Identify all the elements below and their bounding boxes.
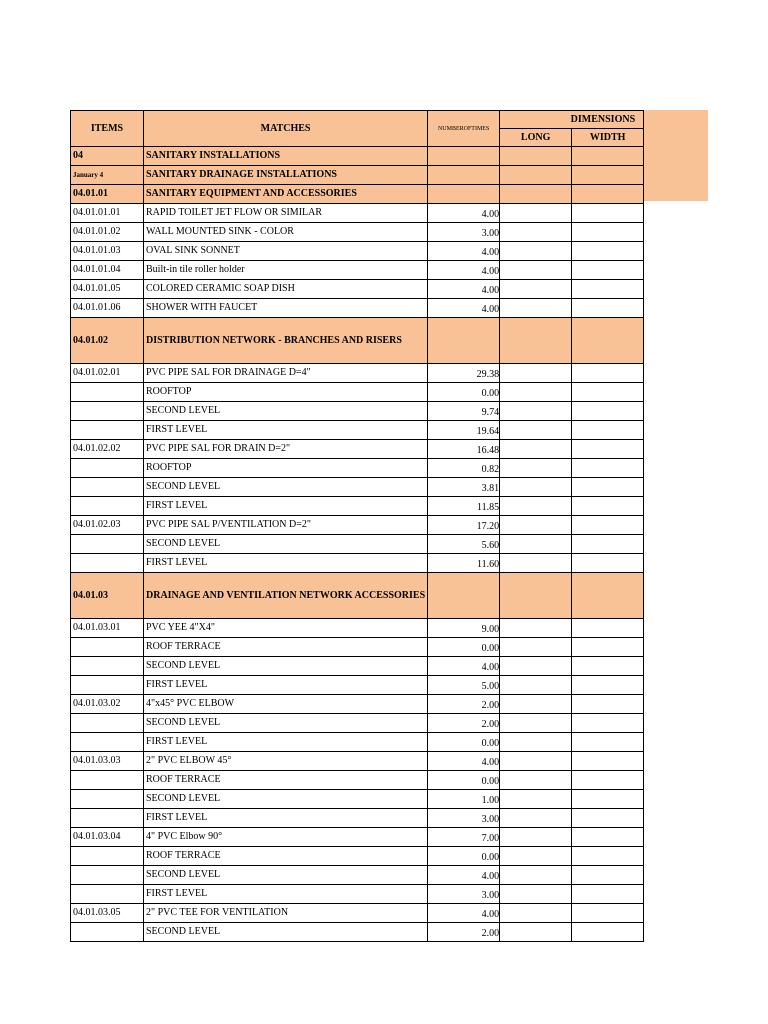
number-of-times-cell[interactable]: 4.00 <box>428 299 500 318</box>
section-row <box>71 147 644 166</box>
number-of-times-cell[interactable]: 4.00 <box>428 657 500 676</box>
number-of-times-cell[interactable]: 11.85 <box>428 497 500 516</box>
item-code-cell[interactable] <box>71 459 144 478</box>
item-description-cell[interactable]: WALL MOUNTED SINK - COLOR <box>144 223 428 242</box>
item-code-cell[interactable] <box>71 809 144 828</box>
number-of-times-cell[interactable] <box>428 147 500 166</box>
item-description-cell[interactable]: FIRST LEVEL <box>144 421 428 440</box>
table-row <box>71 478 644 497</box>
item-description-cell[interactable]: ROOFTOP <box>144 459 428 478</box>
number-of-times-cell[interactable]: 11.60 <box>428 554 500 573</box>
width-cell[interactable] <box>572 166 644 185</box>
table-row <box>71 261 644 280</box>
item-description-cell[interactable]: SECOND LEVEL <box>144 657 428 676</box>
item-code-cell[interactable] <box>71 657 144 676</box>
long-cell[interactable] <box>500 185 572 204</box>
header-dimensions: DIMENSIONS <box>500 111 644 129</box>
width-cell[interactable] <box>572 554 644 573</box>
long-cell[interactable] <box>500 459 572 478</box>
width-cell[interactable] <box>572 847 644 866</box>
long-cell[interactable] <box>500 280 572 299</box>
width-cell[interactable] <box>572 714 644 733</box>
width-cell[interactable] <box>572 223 644 242</box>
section-row <box>71 573 644 619</box>
table-row <box>71 459 644 478</box>
item-code-cell[interactable]: 04.01.03.02 <box>71 695 144 714</box>
long-cell[interactable] <box>500 904 572 923</box>
item-code-cell[interactable] <box>71 421 144 440</box>
table-row <box>71 638 644 657</box>
table-row <box>71 516 644 535</box>
item-description-cell[interactable]: 2" PVC ELBOW 45° <box>144 752 428 771</box>
item-code-cell[interactable]: 04.01.02.03 <box>71 516 144 535</box>
number-of-times-cell[interactable]: 4.00 <box>428 280 500 299</box>
long-cell[interactable] <box>500 885 572 904</box>
long-cell[interactable] <box>500 828 572 847</box>
width-cell[interactable] <box>572 364 644 383</box>
header-items: ITEMS <box>71 111 144 147</box>
width-cell[interactable] <box>572 478 644 497</box>
header-fill-extension <box>636 110 708 201</box>
item-description-cell[interactable]: PVC YEE 4"X4" <box>144 619 428 638</box>
header-long: LONG <box>500 129 572 147</box>
table-row <box>71 204 644 223</box>
item-description-cell[interactable]: SECOND LEVEL <box>144 478 428 497</box>
item-description-cell[interactable]: FIRST LEVEL <box>144 497 428 516</box>
table-row <box>71 535 644 554</box>
item-description-cell[interactable]: ROOFTOP <box>144 383 428 402</box>
table-row <box>71 847 644 866</box>
long-cell[interactable] <box>500 402 572 421</box>
table-row <box>71 733 644 752</box>
item-code-cell[interactable]: 04.01.02.01 <box>71 364 144 383</box>
width-cell[interactable] <box>572 790 644 809</box>
width-cell[interactable] <box>572 421 644 440</box>
item-code-cell[interactable]: 04.01.01 <box>71 185 144 204</box>
long-cell[interactable] <box>500 318 572 364</box>
table-row <box>71 771 644 790</box>
item-description-cell[interactable]: FIRST LEVEL <box>144 885 428 904</box>
width-cell[interactable] <box>572 497 644 516</box>
width-cell[interactable] <box>572 619 644 638</box>
item-description-cell[interactable]: ROOF TERRACE <box>144 638 428 657</box>
table-row <box>71 790 644 809</box>
number-of-times-cell[interactable]: 4.00 <box>428 204 500 223</box>
table-row <box>71 904 644 923</box>
long-cell[interactable] <box>500 676 572 695</box>
item-code-cell[interactable] <box>71 383 144 402</box>
section-row <box>71 166 644 185</box>
table-row <box>71 619 644 638</box>
item-description-cell[interactable]: SECOND LEVEL <box>144 790 428 809</box>
long-cell[interactable] <box>500 733 572 752</box>
number-of-times-cell[interactable] <box>428 318 500 364</box>
number-of-times-cell[interactable]: 3.00 <box>428 223 500 242</box>
long-cell[interactable] <box>500 923 572 942</box>
item-code-cell[interactable] <box>71 638 144 657</box>
item-description-cell[interactable]: SECOND LEVEL <box>144 535 428 554</box>
long-cell[interactable] <box>500 657 572 676</box>
width-cell[interactable] <box>572 904 644 923</box>
table-row <box>71 885 644 904</box>
number-of-times-cell[interactable]: 0.00 <box>428 638 500 657</box>
long-cell[interactable] <box>500 242 572 261</box>
table-row <box>71 421 644 440</box>
item-code-cell[interactable]: 04.01.03 <box>71 573 144 619</box>
table-row <box>71 554 644 573</box>
item-code-cell[interactable] <box>71 402 144 421</box>
width-cell[interactable] <box>572 383 644 402</box>
header-width: WIDTH <box>572 129 644 147</box>
width-cell[interactable] <box>572 923 644 942</box>
width-cell[interactable] <box>572 885 644 904</box>
item-code-cell[interactable] <box>71 771 144 790</box>
item-code-cell[interactable] <box>71 714 144 733</box>
width-cell[interactable] <box>572 695 644 714</box>
number-of-times-cell[interactable] <box>428 573 500 619</box>
number-of-times-cell[interactable]: 3.00 <box>428 885 500 904</box>
number-of-times-cell[interactable]: 0.00 <box>428 771 500 790</box>
table-row <box>71 828 644 847</box>
width-cell[interactable] <box>572 866 644 885</box>
item-code-cell[interactable] <box>71 478 144 497</box>
width-cell[interactable] <box>572 657 644 676</box>
table-row <box>71 695 644 714</box>
long-cell[interactable] <box>500 790 572 809</box>
long-cell[interactable] <box>500 261 572 280</box>
item-description-cell[interactable]: SECOND LEVEL <box>144 402 428 421</box>
item-description-cell[interactable]: DISTRIBUTION NETWORK - BRANCHES AND RISERS <box>144 318 428 364</box>
item-description-cell[interactable]: ROOF TERRACE <box>144 771 428 790</box>
long-cell[interactable] <box>500 771 572 790</box>
number-of-times-cell[interactable]: 3.00 <box>428 809 500 828</box>
number-of-times-cell[interactable]: 0.00 <box>428 383 500 402</box>
width-cell[interactable] <box>572 516 644 535</box>
item-code-cell[interactable] <box>71 885 144 904</box>
width-cell[interactable] <box>572 573 644 619</box>
long-cell[interactable] <box>500 421 572 440</box>
number-of-times-cell[interactable] <box>428 166 500 185</box>
width-cell[interactable] <box>572 733 644 752</box>
item-description-cell[interactable]: FIRST LEVEL <box>144 809 428 828</box>
item-code-cell[interactable]: 04.01.03.05 <box>71 904 144 923</box>
number-of-times-cell[interactable]: 0.00 <box>428 847 500 866</box>
long-cell[interactable] <box>500 554 572 573</box>
long-cell[interactable] <box>500 299 572 318</box>
table-row <box>71 752 644 771</box>
long-cell[interactable] <box>500 478 572 497</box>
item-description-cell[interactable]: SECOND LEVEL <box>144 923 428 942</box>
width-cell[interactable] <box>572 280 644 299</box>
long-cell[interactable] <box>500 497 572 516</box>
number-of-times-cell[interactable]: 2.00 <box>428 923 500 942</box>
number-of-times-cell[interactable]: 2.00 <box>428 714 500 733</box>
number-of-times-cell[interactable]: 2.00 <box>428 695 500 714</box>
width-cell[interactable] <box>572 828 644 847</box>
header-matches: MATCHES <box>144 111 428 147</box>
item-code-cell[interactable] <box>71 866 144 885</box>
number-of-times-cell[interactable]: 4.00 <box>428 242 500 261</box>
width-cell[interactable] <box>572 261 644 280</box>
width-cell[interactable] <box>572 440 644 459</box>
table-row <box>71 866 644 885</box>
width-cell[interactable] <box>572 402 644 421</box>
item-code-cell[interactable]: 04.01.01.01 <box>71 204 144 223</box>
item-description-cell[interactable]: FIRST LEVEL <box>144 733 428 752</box>
item-code-cell[interactable]: 04.01.02 <box>71 318 144 364</box>
number-of-times-cell[interactable]: 5.60 <box>428 535 500 554</box>
item-description-cell[interactable]: 4" PVC Elbow 90° <box>144 828 428 847</box>
item-description-cell[interactable]: PVC PIPE SAL FOR DRAIN D=2" <box>144 440 428 459</box>
table-row <box>71 923 644 942</box>
spreadsheet <box>70 110 644 942</box>
long-cell[interactable] <box>500 714 572 733</box>
item-description-cell[interactable]: FIRST LEVEL <box>144 554 428 573</box>
width-cell[interactable] <box>572 809 644 828</box>
width-cell[interactable] <box>572 771 644 790</box>
long-cell[interactable] <box>500 516 572 535</box>
quantities-table <box>70 110 644 942</box>
width-cell[interactable] <box>572 752 644 771</box>
table-row <box>71 299 644 318</box>
long-cell[interactable] <box>500 866 572 885</box>
number-of-times-cell[interactable]: 19.64 <box>428 421 500 440</box>
long-cell[interactable] <box>500 573 572 619</box>
item-code-cell[interactable] <box>71 535 144 554</box>
number-of-times-cell[interactable]: 0.82 <box>428 459 500 478</box>
item-description-cell[interactable]: 2" PVC TEE FOR VENTILATION <box>144 904 428 923</box>
item-description-cell[interactable]: COLORED CERAMIC SOAP DISH <box>144 280 428 299</box>
long-cell[interactable] <box>500 619 572 638</box>
item-description-cell[interactable]: Built-in tile roller holder <box>144 261 428 280</box>
item-description-cell[interactable]: OVAL SINK SONNET <box>144 242 428 261</box>
long-cell[interactable] <box>500 223 572 242</box>
table-row <box>71 280 644 299</box>
long-cell[interactable] <box>500 752 572 771</box>
number-of-times-cell[interactable]: 9.00 <box>428 619 500 638</box>
item-description-cell[interactable]: FIRST LEVEL <box>144 676 428 695</box>
width-cell[interactable] <box>572 147 644 166</box>
table-row <box>71 402 644 421</box>
item-description-cell[interactable]: SECOND LEVEL <box>144 714 428 733</box>
width-cell[interactable] <box>572 638 644 657</box>
long-cell[interactable] <box>500 440 572 459</box>
number-of-times-cell[interactable]: 0.00 <box>428 733 500 752</box>
item-description-cell[interactable]: SANITARY DRAINAGE INSTALLATIONS <box>144 166 428 185</box>
item-code-cell[interactable]: 04.01.01.05 <box>71 280 144 299</box>
item-code-cell[interactable] <box>71 497 144 516</box>
width-cell[interactable] <box>572 299 644 318</box>
item-description-cell[interactable]: SANITARY EQUIPMENT AND ACCESSORIES <box>144 185 428 204</box>
table-row <box>71 714 644 733</box>
item-code-cell[interactable] <box>71 790 144 809</box>
item-code-cell[interactable]: 04.01.03.01 <box>71 619 144 638</box>
table-row <box>71 242 644 261</box>
item-description-cell[interactable]: ROOF TERRACE <box>144 847 428 866</box>
item-code-cell[interactable]: 04.01.01.06 <box>71 299 144 318</box>
number-of-times-cell[interactable]: 1.00 <box>428 790 500 809</box>
width-cell[interactable] <box>572 676 644 695</box>
section-row <box>71 185 644 204</box>
number-of-times-cell[interactable]: 7.00 <box>428 828 500 847</box>
number-of-times-cell[interactable]: 9.74 <box>428 402 500 421</box>
width-cell[interactable] <box>572 204 644 223</box>
item-code-cell[interactable]: January 4 <box>71 166 144 185</box>
table-row <box>71 364 644 383</box>
long-cell[interactable] <box>500 638 572 657</box>
table-row <box>71 809 644 828</box>
number-of-times-cell[interactable]: 3.81 <box>428 478 500 497</box>
item-code-cell[interactable] <box>71 733 144 752</box>
item-description-cell[interactable]: RAPID TOILET JET FLOW OR SIMILAR <box>144 204 428 223</box>
number-of-times-cell[interactable]: 4.00 <box>428 752 500 771</box>
item-code-cell[interactable] <box>71 676 144 695</box>
item-code-cell[interactable]: 04.01.02.02 <box>71 440 144 459</box>
item-code-cell[interactable]: 04.01.01.03 <box>71 242 144 261</box>
width-cell[interactable] <box>572 318 644 364</box>
long-cell[interactable] <box>500 147 572 166</box>
item-code-cell[interactable] <box>71 554 144 573</box>
long-cell[interactable] <box>500 847 572 866</box>
item-code-cell[interactable]: 04 <box>71 147 144 166</box>
long-cell[interactable] <box>500 383 572 402</box>
number-of-times-cell[interactable]: 5.00 <box>428 676 500 695</box>
long-cell[interactable] <box>500 364 572 383</box>
item-description-cell[interactable]: DRAINAGE AND VENTILATION NETWORK ACCESSORIES <box>144 573 428 619</box>
table-row <box>71 383 644 402</box>
table-body <box>71 147 644 942</box>
width-cell[interactable] <box>572 185 644 204</box>
item-description-cell[interactable]: 4"x45° PVC ELBOW <box>144 695 428 714</box>
item-code-cell[interactable] <box>71 923 144 942</box>
item-description-cell[interactable]: SANITARY INSTALLATIONS <box>144 147 428 166</box>
item-code-cell[interactable]: 04.01.01.04 <box>71 261 144 280</box>
number-of-times-cell[interactable]: 4.00 <box>428 261 500 280</box>
item-code-cell[interactable]: 04.01.03.03 <box>71 752 144 771</box>
header-number-of-times: NUMBEROFTIMES <box>428 111 500 147</box>
long-cell[interactable] <box>500 809 572 828</box>
table-row <box>71 223 644 242</box>
number-of-times-cell[interactable]: 4.00 <box>428 866 500 885</box>
width-cell[interactable] <box>572 242 644 261</box>
item-description-cell[interactable]: PVC PIPE SAL P/VENTILATION D=2" <box>144 516 428 535</box>
table-row <box>71 497 644 516</box>
width-cell[interactable] <box>572 459 644 478</box>
item-description-cell[interactable]: SHOWER WITH FAUCET <box>144 299 428 318</box>
long-cell[interactable] <box>500 204 572 223</box>
number-of-times-cell[interactable] <box>428 185 500 204</box>
table-row <box>71 440 644 459</box>
number-of-times-cell[interactable]: 4.00 <box>428 904 500 923</box>
long-cell[interactable] <box>500 535 572 554</box>
number-of-times-cell[interactable]: 16.48 <box>428 440 500 459</box>
long-cell[interactable] <box>500 695 572 714</box>
item-code-cell[interactable]: 04.01.03.04 <box>71 828 144 847</box>
table-row <box>71 676 644 695</box>
item-code-cell[interactable] <box>71 847 144 866</box>
item-description-cell[interactable]: PVC PIPE SAL FOR DRAINAGE D=4" <box>144 364 428 383</box>
long-cell[interactable] <box>500 166 572 185</box>
width-cell[interactable] <box>572 535 644 554</box>
number-of-times-cell[interactable]: 17.20 <box>428 516 500 535</box>
section-row <box>71 318 644 364</box>
item-code-cell[interactable]: 04.01.01.02 <box>71 223 144 242</box>
number-of-times-cell[interactable]: 29.38 <box>428 364 500 383</box>
table-row <box>71 657 644 676</box>
item-description-cell[interactable]: SECOND LEVEL <box>144 866 428 885</box>
